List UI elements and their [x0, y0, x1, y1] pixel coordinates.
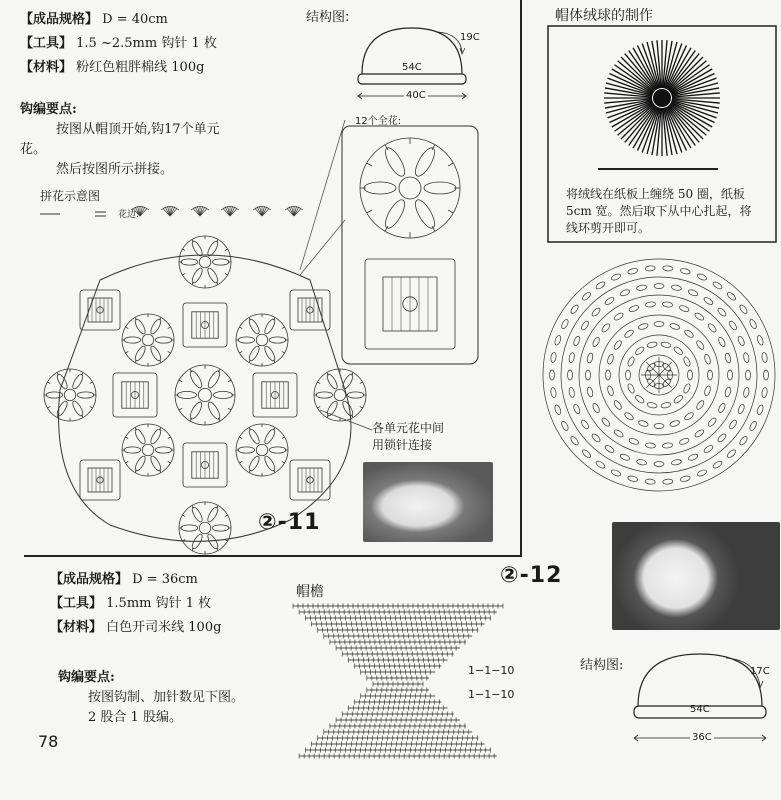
points-line-2: 花。 [20, 142, 47, 157]
fan-stitch-icon [253, 206, 271, 216]
round-motif [122, 424, 174, 476]
page-number: 78 [38, 732, 59, 751]
material-line-2 [50, 618, 221, 638]
round-motif [179, 236, 231, 288]
divider-vertical [520, 0, 522, 556]
spec-line [20, 10, 168, 30]
divider-horizontal [24, 555, 522, 557]
pompom-desc [566, 186, 752, 237]
points-line-2-2: 2 股合 1 股编。 [88, 710, 182, 725]
fan-stitch-icon [161, 206, 179, 216]
square-motif [80, 460, 120, 500]
material-label: 【材料】 [20, 60, 73, 75]
material-line [20, 58, 204, 78]
spec-value-2: D = 36cm [132, 572, 198, 587]
square-motif [290, 460, 330, 500]
pattern-number-bottom: ②-12 [500, 563, 563, 588]
round-motif [179, 502, 231, 554]
connect-note [372, 420, 444, 454]
pompom-desc-1: 将绒线在纸板上缠绕 50 圈，纸板 [566, 187, 745, 201]
tool-line [20, 34, 217, 54]
structure-title-bottom: 结构图: [580, 658, 624, 673]
material-value-2: 白色开司米线 100g [106, 620, 222, 635]
tool-value: 1.5 ~2.5mm 钩针 1 枚 [76, 36, 217, 51]
spec-label: 【成品规格】 [20, 12, 99, 27]
tool-label-2: 【工具】 [50, 596, 103, 611]
round-motif [175, 365, 235, 425]
brim-note-1: 1−1−10 [468, 664, 515, 677]
points-line-3: 然后按图所示拼接。 [56, 162, 174, 177]
connect-note-line-1: 各单元花中间 [372, 421, 445, 435]
points-line-2-1: 按图钩制、加针数见下图。 [88, 690, 245, 705]
points-title-2: 钩编要点: [58, 670, 115, 685]
fan-stitch-icon [221, 206, 239, 216]
spec-value: D = 40cm [102, 12, 168, 27]
hat-photo-white [612, 522, 780, 630]
points-title: 钩编要点: [20, 102, 77, 117]
round-motif [236, 314, 288, 366]
round-motif [122, 314, 174, 366]
full-flowers-label: 12个全花: [355, 116, 402, 127]
round-motif [44, 369, 96, 421]
height-label-bottom: 17C [750, 666, 770, 677]
square-motif [113, 373, 157, 417]
round-motif [236, 424, 288, 476]
pompom-desc-3: 线环剪开即可。 [566, 221, 651, 235]
square-motif [183, 303, 227, 347]
square-motif [183, 443, 227, 487]
spec-line-2 [50, 570, 198, 590]
note-pointer [320, 400, 380, 440]
diameter-label-top: 40C [406, 90, 426, 101]
connect-note-line-2: 用锁针连接 [372, 438, 433, 452]
tool-label: 【工具】 [20, 36, 73, 51]
square-motif [365, 259, 455, 349]
edge-legend [40, 206, 310, 236]
spec-label-2: 【成品规格】 [50, 572, 129, 587]
brim-title: 帽檐 [296, 584, 324, 600]
pattern-number-top: ②-11 [258, 510, 321, 535]
hat-photo-pink [363, 462, 493, 542]
diameter-label-bottom: 36C [692, 732, 712, 743]
circumference-label-bottom: 54C [690, 704, 710, 715]
structure-title-top: 结构图: [306, 10, 350, 25]
assembly-title: 拼花示意图 [40, 189, 101, 203]
tool-line-2 [50, 594, 211, 614]
assembly-diagram [40, 240, 370, 550]
fan-stitch-icon [191, 206, 209, 216]
crown-chart [538, 254, 780, 496]
motif-inset [342, 126, 478, 364]
tool-value-2: 1.5mm 钩针 1 枚 [106, 596, 212, 611]
brim-chart [288, 606, 518, 766]
round-motif [360, 138, 460, 238]
material-value: 粉红色粗胖棉线 100g [76, 60, 205, 75]
edge-label: 花边: [118, 210, 140, 220]
circumference-label-top: 54C [402, 62, 422, 73]
square-motif [253, 373, 297, 417]
pompom-title: 帽体绒球的制作 [555, 8, 653, 24]
material-label-2: 【材料】 [50, 620, 103, 635]
square-motif [80, 290, 120, 330]
height-label-top: 19C [460, 32, 480, 43]
brim-note-2: 1−1−10 [468, 688, 515, 701]
points-line-1: 按图从帽顶开始,钩17个单元 [56, 122, 220, 137]
pompom-desc-2: 5cm 宽。然后取下从中心扎起，将 [566, 204, 752, 218]
